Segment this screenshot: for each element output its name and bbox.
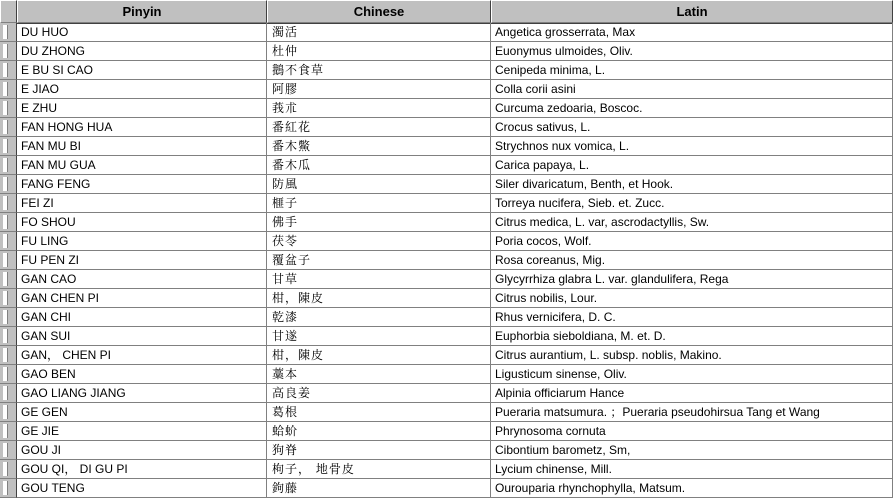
cell-latin[interactable]: Glycyrrhiza glabra L. var. glandulifera, Rega [491, 270, 893, 289]
table-row[interactable] [0, 479, 893, 498]
cell-chinese[interactable]: 藁本 [267, 365, 491, 384]
row-selector[interactable] [0, 99, 17, 118]
table-row[interactable] [0, 422, 893, 441]
row-selector[interactable] [0, 403, 17, 422]
row-selector[interactable] [0, 156, 17, 175]
table-row[interactable] [0, 175, 893, 194]
cell-latin[interactable]: Cibontium barometz, Sm, [491, 441, 893, 460]
select-all-corner[interactable] [0, 0, 17, 23]
cell-pinyin[interactable]: E ZHU [17, 99, 267, 118]
cell-pinyin[interactable]: E JIAO [17, 80, 267, 99]
cell-latin[interactable]: Strychnos nux vomica, L. [491, 137, 893, 156]
column-header-chinese[interactable]: Chinese [267, 0, 491, 23]
cell-pinyin[interactable]: FAN MU BI [17, 137, 267, 156]
cell-chinese[interactable]: 茯苓 [267, 232, 491, 251]
cell-latin[interactable]: Lycium chinense, Mill. [491, 460, 893, 479]
cell-chinese[interactable]: 狗脊 [267, 441, 491, 460]
cell-pinyin[interactable]: GAN， CHEN PI [17, 346, 267, 365]
cell-latin[interactable]: Alpinia officiarum Hance [491, 384, 893, 403]
table-row[interactable] [0, 23, 893, 42]
grid-body [0, 23, 893, 498]
cell-pinyin[interactable]: DU HUO [17, 23, 267, 42]
row-selector[interactable] [0, 327, 17, 346]
cell-chinese[interactable]: 阿膠 [267, 80, 491, 99]
table-row[interactable] [0, 460, 893, 479]
table-row[interactable] [0, 80, 893, 99]
cell-latin[interactable]: Euphorbia sieboldiana, M. et. D. [491, 327, 893, 346]
cell-pinyin[interactable]: FU LING [17, 232, 267, 251]
row-selector[interactable] [0, 213, 17, 232]
row-selector[interactable] [0, 384, 17, 403]
cell-chinese[interactable]: 濁活 [267, 23, 491, 42]
row-selector[interactable] [0, 232, 17, 251]
cell-pinyin[interactable]: GAO LIANG JIANG [17, 384, 267, 403]
cell-chinese[interactable]: 杜仲 [267, 42, 491, 61]
row-selector[interactable] [0, 441, 17, 460]
cell-chinese[interactable]: 蛤蚧 [267, 422, 491, 441]
cell-pinyin[interactable]: DU ZHONG [17, 42, 267, 61]
cell-pinyin[interactable]: FU PEN ZI [17, 251, 267, 270]
column-header-pinyin[interactable]: Pinyin [17, 0, 267, 23]
cell-chinese[interactable]: 鵝不食草 [267, 61, 491, 80]
cell-chinese[interactable]: 覆盆子 [267, 251, 491, 270]
cell-latin[interactable]: Curcuma zedoaria, Boscoc. [491, 99, 893, 118]
table-row[interactable] [0, 194, 893, 213]
cell-chinese[interactable]: 甘草 [267, 270, 491, 289]
cell-pinyin[interactable]: GOU JI [17, 441, 267, 460]
cell-chinese[interactable]: 葛根 [267, 403, 491, 422]
table-row[interactable] [0, 289, 893, 308]
table-row[interactable] [0, 365, 893, 384]
cell-chinese[interactable]: 枸子， 地骨皮 [267, 460, 491, 479]
cell-pinyin[interactable]: GAN CHEN PI [17, 289, 267, 308]
cell-latin[interactable]: Citrus medica, L. var, ascrodactyllis, Sw. [491, 213, 893, 232]
row-selector[interactable] [0, 365, 17, 384]
table-row[interactable] [0, 42, 893, 61]
cell-latin[interactable]: Citrus nobilis, Lour. [491, 289, 893, 308]
table-row[interactable] [0, 156, 893, 175]
cell-pinyin[interactable]: GAO BEN [17, 365, 267, 384]
cell-pinyin[interactable]: FO SHOU [17, 213, 267, 232]
table-row[interactable] [0, 441, 893, 460]
cell-latin[interactable]: Euonymus ulmoides, Oliv. [491, 42, 893, 61]
cell-pinyin[interactable]: GAN CAO [17, 270, 267, 289]
row-selector[interactable] [0, 23, 17, 42]
table-row[interactable] [0, 213, 893, 232]
table-row[interactable] [0, 118, 893, 137]
cell-pinyin[interactable]: GAN SUI [17, 327, 267, 346]
cell-pinyin[interactable]: FANG FENG [17, 175, 267, 194]
cell-chinese[interactable]: 甘遂 [267, 327, 491, 346]
cell-chinese[interactable]: 鉤藤 [267, 479, 491, 498]
row-selector[interactable] [0, 194, 17, 213]
cell-chinese[interactable]: 柑，陳皮 [267, 289, 491, 308]
column-header-latin[interactable]: Latin [491, 0, 893, 23]
cell-chinese[interactable]: 柑，陳皮 [267, 346, 491, 365]
table-row[interactable] [0, 99, 893, 118]
cell-latin[interactable]: Cenipeda minima, L. [491, 61, 893, 80]
row-selector[interactable] [0, 251, 17, 270]
cell-chinese[interactable]: 防風 [267, 175, 491, 194]
cell-pinyin[interactable]: E BU SI CAO [17, 61, 267, 80]
cell-chinese[interactable]: 榧子 [267, 194, 491, 213]
cell-chinese[interactable]: 番木鱉 [267, 137, 491, 156]
row-selector[interactable] [0, 270, 17, 289]
cell-chinese[interactable]: 番紅花 [267, 118, 491, 137]
cell-pinyin[interactable]: GE GEN [17, 403, 267, 422]
cell-latin[interactable]: Crocus sativus, L. [491, 118, 893, 137]
cell-chinese[interactable]: 佛手 [267, 213, 491, 232]
row-selector[interactable] [0, 80, 17, 99]
cell-chinese[interactable]: 莪朮 [267, 99, 491, 118]
row-selector[interactable] [0, 289, 17, 308]
cell-pinyin[interactable]: GAN CHI [17, 308, 267, 327]
cell-pinyin[interactable]: FAN MU GUA [17, 156, 267, 175]
table-row[interactable] [0, 61, 893, 80]
cell-latin[interactable]: Carica papaya, L. [491, 156, 893, 175]
cell-latin[interactable]: Poria cocos, Wolf. [491, 232, 893, 251]
grid-header [0, 0, 893, 24]
cell-latin[interactable]: Siler divaricatum, Benth, et Hook. [491, 175, 893, 194]
row-selector[interactable] [0, 308, 17, 327]
row-selector[interactable] [0, 118, 17, 137]
cell-pinyin[interactable]: GOU TENG [17, 479, 267, 498]
cell-latin[interactable]: Angetica grosserrata, Max [491, 23, 893, 42]
cell-latin[interactable]: Rosa coreanus, Mig. [491, 251, 893, 270]
table-row[interactable] [0, 308, 893, 327]
table-row[interactable] [0, 346, 893, 365]
cell-chinese[interactable]: 高良姜 [267, 384, 491, 403]
cell-pinyin[interactable]: FEI ZI [17, 194, 267, 213]
cell-latin[interactable]: Colla corii asini [491, 80, 893, 99]
row-selector[interactable] [0, 422, 17, 441]
cell-latin[interactable]: Ligusticum sinense, Oliv. [491, 365, 893, 384]
cell-latin[interactable]: Phrynosoma cornuta [491, 422, 893, 441]
row-selector[interactable] [0, 175, 17, 194]
table-row[interactable] [0, 251, 893, 270]
cell-latin[interactable]: Rhus vernicifera, D. C. [491, 308, 893, 327]
row-selector[interactable] [0, 346, 17, 365]
row-selector[interactable] [0, 42, 17, 61]
row-selector[interactable] [0, 137, 17, 156]
table-row[interactable] [0, 384, 893, 403]
cell-pinyin[interactable]: FAN HONG HUA [17, 118, 267, 137]
table-row[interactable] [0, 327, 893, 346]
table-row[interactable] [0, 232, 893, 251]
row-selector[interactable] [0, 61, 17, 80]
cell-latin[interactable]: Citrus aurantium, L. subsp. noblis, Makino. [491, 346, 893, 365]
row-selector[interactable] [0, 460, 17, 479]
table-row[interactable] [0, 403, 893, 422]
row-selector[interactable] [0, 479, 17, 498]
cell-chinese[interactable]: 番木瓜 [267, 156, 491, 175]
cell-latin[interactable]: Ourouparia rhynchophylla, Matsum. [491, 479, 893, 498]
table-row[interactable] [0, 270, 893, 289]
cell-chinese[interactable]: 乾漆 [267, 308, 491, 327]
cell-pinyin[interactable]: GE JIE [17, 422, 267, 441]
cell-latin[interactable]: Pueraria matsumura. ；Pueraria pseudohirsua Tang et Wang [491, 403, 893, 422]
table-row[interactable] [0, 137, 893, 156]
cell-latin[interactable]: Torreya nucifera, Sieb. et. Zucc. [491, 194, 893, 213]
cell-pinyin[interactable]: GOU QI， DI GU PI [17, 460, 267, 479]
